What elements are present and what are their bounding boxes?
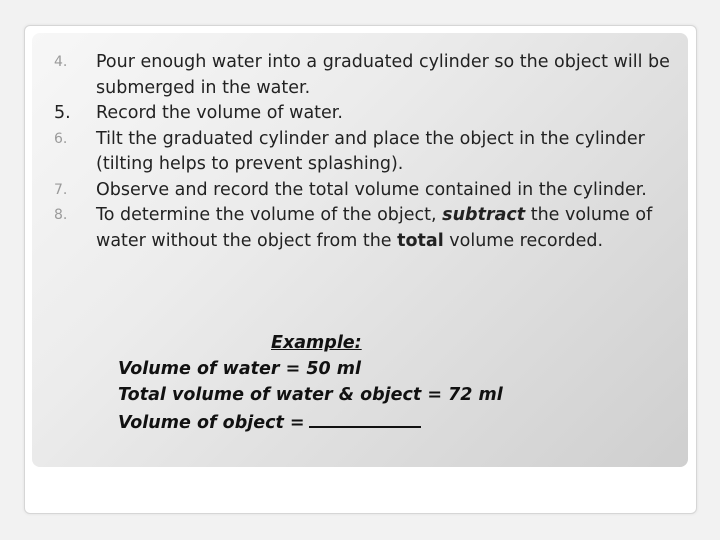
example-water-volume: Volume of water = 50 ml [118, 359, 362, 379]
step-text: Record the volume of water. [96, 103, 343, 123]
step-text-after: volume recorded. [449, 230, 604, 251]
step-6 [54, 127, 674, 178]
step-5 [54, 101, 674, 127]
step-text: Tilt the graduated cylinder and place the object in the cylinder (tilting helps to prevent splashing). [96, 128, 645, 174]
step-text-middle: the volume of water without the object from the [96, 205, 653, 251]
step-number: 8. [54, 207, 68, 223]
answer-blank [309, 408, 421, 428]
example-object-volume [118, 408, 638, 436]
step-7 [54, 178, 674, 204]
step-text-before: To determine the volume of the object, [96, 205, 437, 225]
example-title: Example: [271, 333, 362, 353]
emphasis-subtract: subtract [442, 205, 526, 225]
step-text: Observe and record the total volume contained in the cylinder. [96, 179, 647, 200]
step-8 [54, 203, 674, 254]
example-block [118, 330, 638, 436]
step-4 [54, 50, 674, 101]
step-number: 6. [54, 130, 68, 147]
example-total-volume: Total volume of water & object = 72 ml [118, 385, 503, 405]
emphasis-total: total [397, 230, 444, 251]
step-number: 5. [54, 103, 71, 123]
step-number: 4. [54, 54, 68, 70]
procedure-steps [54, 50, 674, 254]
step-text: Pour enough water into a graduated cylinder so the object will be submerged in the water. [96, 52, 670, 98]
example-object-label: Volume of object = [118, 413, 305, 433]
step-number: 7. [54, 181, 68, 198]
